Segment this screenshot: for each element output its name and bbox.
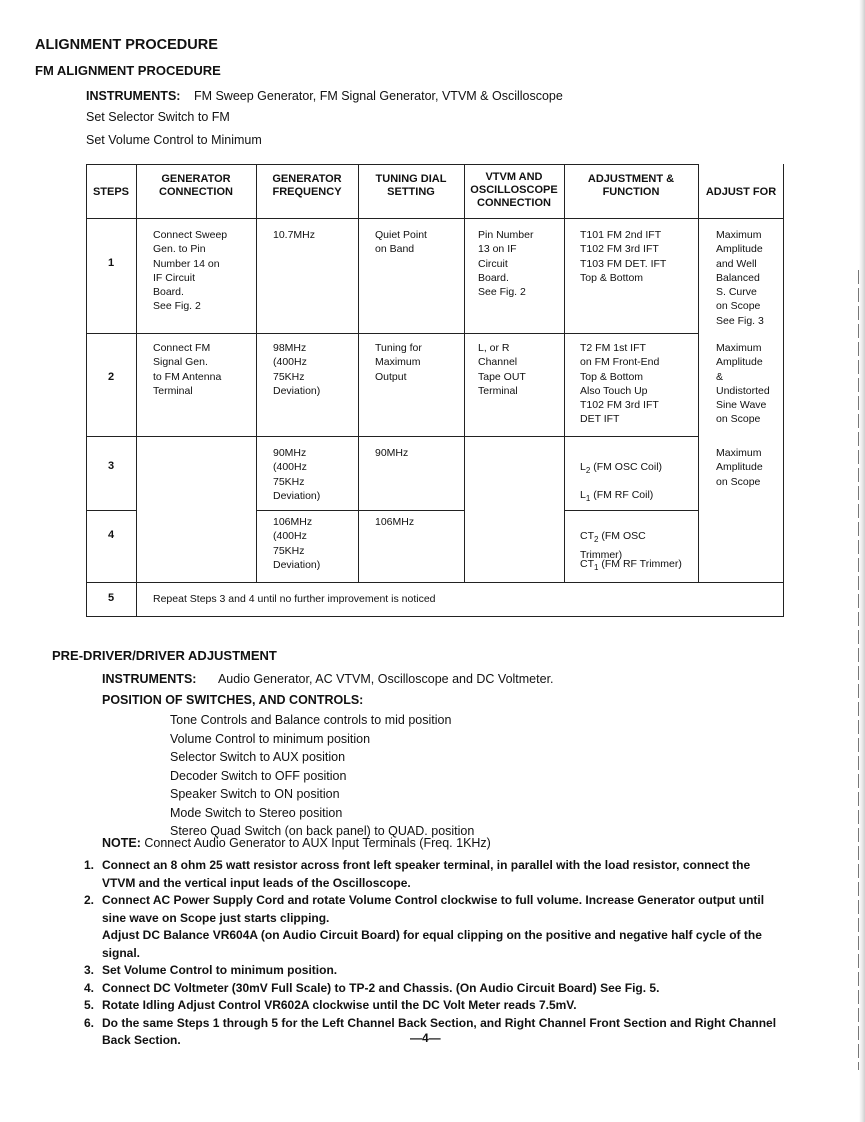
step-text: Do the same Steps 1 through 5 for the Left Channel Back Section, and Right Channel Front Section and Right Channel Back Section. bbox=[102, 1015, 777, 1047]
position-item: Stereo Quad Switch (on back panel) to QUAD. position bbox=[170, 824, 475, 838]
row4-adj-rf-sub: 1 bbox=[594, 563, 599, 573]
header-adjust-for: ADJUST FOR bbox=[705, 186, 777, 198]
header-steps: STEPS bbox=[92, 186, 130, 198]
procedure-step bbox=[84, 997, 784, 1015]
row1-tuning-dial: Quiet Point on Band bbox=[375, 229, 427, 256]
row3-adj-rf-rest: (FM RF Coil) bbox=[590, 489, 654, 502]
row5-repeat-note: Repeat Steps 3 and 4 until no further improvement is noticed bbox=[153, 593, 436, 605]
row3-adj-osc-rest: (FM OSC Coil) bbox=[590, 461, 663, 474]
procedure-step bbox=[84, 980, 784, 998]
position-item: Decoder Switch to OFF position bbox=[170, 768, 347, 783]
row3-adj-osc-main: L bbox=[580, 461, 586, 474]
row2-vtvm-connection: L, or R Channel Tape OUT Terminal bbox=[478, 342, 526, 397]
note-text: Connect Audio Generator to AUX Input Terminals (Freq. 1KHz) bbox=[144, 836, 491, 850]
position-item: Mode Switch to Stereo position bbox=[170, 805, 343, 820]
table-col-divider-1 bbox=[136, 164, 137, 617]
step-text: Connect DC Voltmeter (30mV Full Scale) to TP-2 and Chassis. (On Audio Circuit Board) See Fig. 5. bbox=[102, 980, 660, 995]
predriver-heading: PRE-DRIVER/DRIVER ADJUSTMENT bbox=[52, 648, 277, 663]
page-number: —4— bbox=[410, 1031, 441, 1045]
step-text: Connect AC Power Supply Cord and rotate Volume Control clockwise to full volume. Increase Generator output until sine wave on Scope just starts clipping. bbox=[102, 893, 765, 925]
procedure-step bbox=[84, 857, 784, 892]
row2-adjust-for: Maximum Amplitude & Undistorted Sine Wave on Scope bbox=[716, 342, 770, 426]
procedure-steps bbox=[84, 857, 784, 1050]
row3-adj-rf-sub: 1 bbox=[585, 494, 591, 504]
table-border-top bbox=[86, 164, 698, 165]
row3-adjustment-rf-coil bbox=[580, 474, 653, 507]
step-num: 5. bbox=[84, 998, 95, 1012]
step-number-3: 3 bbox=[108, 460, 115, 472]
scan-edge-line bbox=[858, 270, 860, 1070]
row3-adj-rf-main: L bbox=[580, 489, 586, 502]
row3-tuning-dial: 90MHz bbox=[375, 447, 409, 459]
step-num: 2. bbox=[84, 893, 95, 907]
position-item: Selector Switch to AUX position bbox=[170, 750, 346, 764]
step-text: Adjust DC Balance VR604A (on Audio Circuit Board) for equal clipping on the positive and negative half cycle of the signal. bbox=[102, 928, 762, 960]
alignment-table bbox=[86, 164, 784, 617]
row4-generator-frequency: 106MHz (400Hz 75KHz Deviation) bbox=[273, 516, 321, 571]
procedure-step bbox=[84, 892, 784, 927]
row4-adj-osc-line2: Trimmer) bbox=[580, 548, 623, 561]
header-vtvm-oscilloscope: VTVM AND OSCILLOSCOPE CONNECTION bbox=[470, 171, 558, 209]
step-number-2: 2 bbox=[108, 371, 115, 383]
row2-tuning-dial: Tuning for Maximum Output bbox=[375, 342, 422, 383]
step-text: Set Volume Control to minimum position. bbox=[102, 963, 338, 977]
table-row-divider-3b bbox=[256, 510, 464, 511]
table-row-divider-2 bbox=[86, 436, 698, 437]
header-tuning-dial: TUNING DIAL SETTING bbox=[375, 173, 447, 198]
row3-adjust-for: Maximum Amplitude on Scope bbox=[716, 447, 763, 488]
header-adjustment-function: ADJUSTMENT & FUNCTION bbox=[587, 173, 675, 198]
table-col-divider-4 bbox=[464, 164, 465, 582]
row4-adj-osc-sub: 2 bbox=[594, 535, 599, 545]
row4-adj-rf-rest: (FM RF Trimmer) bbox=[598, 558, 682, 571]
procedure-step bbox=[84, 962, 784, 980]
table-col-divider-3 bbox=[358, 164, 359, 582]
table-border-bottom bbox=[86, 616, 784, 617]
position-item: Speaker Switch to ON position bbox=[170, 787, 340, 801]
fm-line-selector: Set Selector Switch to FM bbox=[86, 110, 230, 124]
step-number-4: 4 bbox=[108, 529, 115, 541]
step-text: Connect an 8 ohm 25 watt resistor across front left speaker terminal, in parallel with the load resistor, connect the VTVM and the vertical input leads of the Oscilloscope. bbox=[102, 858, 751, 890]
row1-generator-connection: Connect Sweep Gen. to Pin Number 14 on IF Circuit Board. See Fig. 2 bbox=[153, 229, 228, 313]
predriver-instruments-value: Audio Generator, AC VTVM, Oscilloscope and DC Voltmeter. bbox=[217, 672, 554, 686]
fm-heading: FM ALIGNMENT PROCEDURE bbox=[35, 63, 221, 78]
step-num: 6. bbox=[84, 1015, 95, 1030]
table-border-right bbox=[783, 164, 784, 617]
scan-edge-shadow bbox=[859, 0, 865, 1122]
note-label: NOTE: bbox=[102, 836, 141, 850]
row1-adjust-for: Maximum Amplitude and Well Balanced S. Curve on Scope See Fig. 3 bbox=[716, 229, 764, 327]
table-border-left bbox=[86, 164, 87, 617]
table-row-divider-3a bbox=[86, 510, 136, 511]
procedure-step bbox=[84, 927, 784, 962]
position-item: Tone Controls and Balance controls to mid position bbox=[170, 713, 452, 727]
row1-adjustment: T101 FM 2nd IFT T102 FM 3rd IFT T103 FM DET. IFT Top & Bottom bbox=[580, 229, 667, 284]
table-row-divider-3c bbox=[564, 510, 698, 511]
row1-vtvm-connection: Pin Number 13 on IF Circuit Board. See Fig. 2 bbox=[478, 229, 534, 299]
fm-instruments-label: INSTRUMENTS: bbox=[86, 89, 181, 103]
row4-tuning-dial: 106MHz bbox=[375, 516, 415, 528]
header-generator-frequency: GENERATOR FREQUENCY bbox=[272, 173, 342, 198]
step-num: 1. bbox=[84, 858, 95, 872]
predriver-instruments-line bbox=[102, 672, 554, 686]
fm-instruments-value: FM Sweep Generator, FM Signal Generator, VTVM & Oscilloscope bbox=[193, 89, 563, 103]
row4-adj-osc-rest: (FM OSC bbox=[598, 530, 646, 543]
row3-generator-frequency: 90MHz (400Hz 75KHz Deviation) bbox=[273, 447, 321, 502]
row4-adj-osc-main: CT bbox=[580, 530, 594, 543]
step-num: 3. bbox=[84, 963, 95, 977]
predriver-instruments-label: INSTRUMENTS: bbox=[102, 672, 197, 686]
table-col-divider-2 bbox=[256, 164, 257, 582]
fm-instruments-line bbox=[86, 89, 563, 103]
row2-generator-connection: Connect FM Signal Gen. to FM Antenna Terminal bbox=[153, 342, 222, 397]
row3-adj-osc-sub: 2 bbox=[585, 466, 591, 476]
note-line bbox=[102, 836, 491, 850]
row2-generator-frequency: 98MHz (400Hz 75KHz Deviation) bbox=[273, 342, 321, 397]
fm-line-volume: Set Volume Control to Minimum bbox=[86, 133, 262, 147]
position-item: Volume Control to minimum position bbox=[170, 731, 371, 746]
page-title: ALIGNMENT PROCEDURE bbox=[35, 37, 218, 53]
row4-adjustment-rf-trimmer bbox=[580, 543, 682, 576]
row1-generator-frequency: 10.7MHz bbox=[273, 229, 316, 241]
table-header-divider bbox=[86, 218, 784, 219]
position-list bbox=[170, 711, 474, 841]
position-heading: POSITION OF SWITCHES, AND CONTROLS: bbox=[102, 693, 364, 707]
step-num: 4. bbox=[84, 980, 95, 995]
row2-adjustment: T2 FM 1st IFT on FM Front-End Top & Bottom Also Touch Up T102 FM 3rd IFT DET IFT bbox=[580, 342, 660, 426]
table-row-divider-4 bbox=[86, 582, 784, 583]
table-col-divider-6 bbox=[698, 164, 699, 582]
header-generator-connection: GENERATOR CONNECTION bbox=[159, 173, 233, 198]
step-number-5: 5 bbox=[108, 592, 115, 604]
step-number-1: 1 bbox=[108, 257, 115, 269]
row4-adj-rf-main: CT bbox=[580, 558, 594, 571]
table-row-divider-1 bbox=[86, 333, 698, 334]
step-text: Rotate Idling Adjust Control VR602A clockwise until the DC Volt Meter reads 7.5mV. bbox=[102, 998, 577, 1012]
table-col-divider-5 bbox=[564, 164, 565, 582]
